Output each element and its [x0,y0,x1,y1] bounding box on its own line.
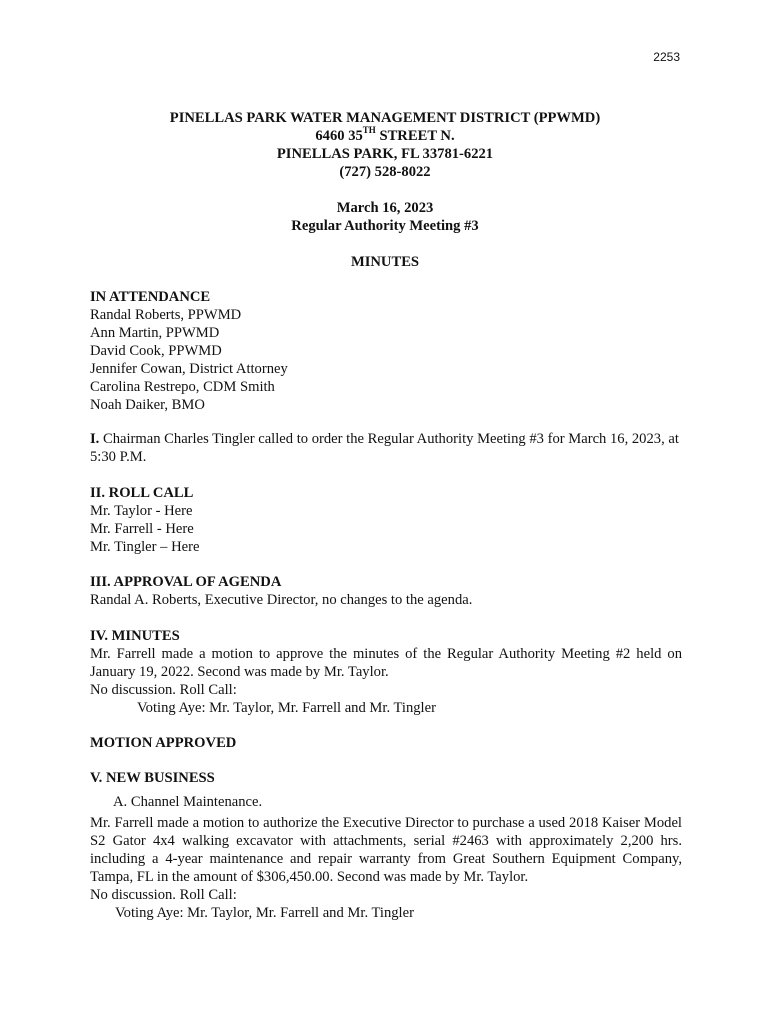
new-business-heading: V. NEW BUSINESS [90,770,215,786]
attendee: Randal Roberts, PPWMD [90,307,242,323]
minutes-vote: Voting Aye: Mr. Taylor, Mr. Farrell and Mr. Tingler [137,700,436,716]
agenda-heading: III. APPROVAL OF AGENDA [90,574,282,590]
roll-call-member: Mr. Tingler – Here [90,539,200,555]
org-city: PINELLAS PARK, FL 33781-6221 [276,146,494,162]
attendee: Carolina Restrepo, CDM Smith [90,379,275,395]
attendance-section [90,288,682,414]
minutes-heading: IV. MINUTES [90,628,180,644]
address-superscript: TH [362,125,376,136]
agenda-text: Randal A. Roberts, Executive Director, no changes to the agenda. [90,592,473,608]
address-street: STREET N. [375,128,455,144]
new-business-item: A. Channel Maintenance. [113,794,263,810]
org-address [0,127,770,145]
roll-call-section [90,484,682,556]
attendee: David Cook, PPWMD [90,343,222,359]
attendee: Noah Daiker, BMO [90,397,205,413]
address-number: 6460 35 [315,128,363,144]
new-business-discussion: No discussion. Roll Call: [90,887,237,903]
call-to-order-text: Chairman Charles Tingler called to order the Regular Authority Meeting #3 for March 16, 2023, at 5:30 P.M. [90,431,679,465]
roll-call-member: Mr. Farrell - Here [90,521,194,537]
document-title: MINUTES [350,254,420,270]
attendee: Ann Martin, PPWMD [90,325,220,341]
minutes-discussion: No discussion. Roll Call: [90,682,237,698]
roll-call-member: Mr. Taylor - Here [90,503,193,519]
roll-call-heading: II. ROLL CALL [90,485,194,501]
new-business-section [90,769,682,922]
attendee: Jennifer Cowan, District Attorney [90,361,288,377]
agenda-section [90,573,682,609]
org-name: PINELLAS PARK WATER MANAGEMENT DISTRICT (PPWMD) [169,110,601,126]
attendance-heading: IN ATTENDANCE [90,289,211,305]
minutes-motion-text: Mr. Farrell made a motion to approve the minutes of the Regular Authority Meeting #2 held on January 19, 2022. Second was made by Mr. Taylor. [90,646,682,680]
section-label: I. [90,431,100,447]
minutes-section [90,627,682,717]
page-number: 2253 [653,50,680,64]
new-business-vote: Voting Aye: Mr. Taylor, Mr. Farrell and Mr. Tingler [115,905,414,921]
meeting-title: Regular Authority Meeting #3 [291,218,479,234]
new-business-motion-text: Mr. Farrell made a motion to authorize the Executive Director to purchase a used 2018 Kaiser Model S2 Gator 4x4 walking excavator with attachments, serial #2463 with approximately 2,200 hrs. including a 4-year maintenance and repair warranty from Great Southern Equipment Company, Tampa, FL in the amount of $306,450.00. Second was made by Mr. Taylor. [90,815,682,885]
org-phone: (727) 528-8022 [339,164,431,180]
call-to-order-section [90,430,682,466]
meeting-date: March 16, 2023 [336,200,434,216]
motion-approved: MOTION APPROVED [90,735,237,751]
